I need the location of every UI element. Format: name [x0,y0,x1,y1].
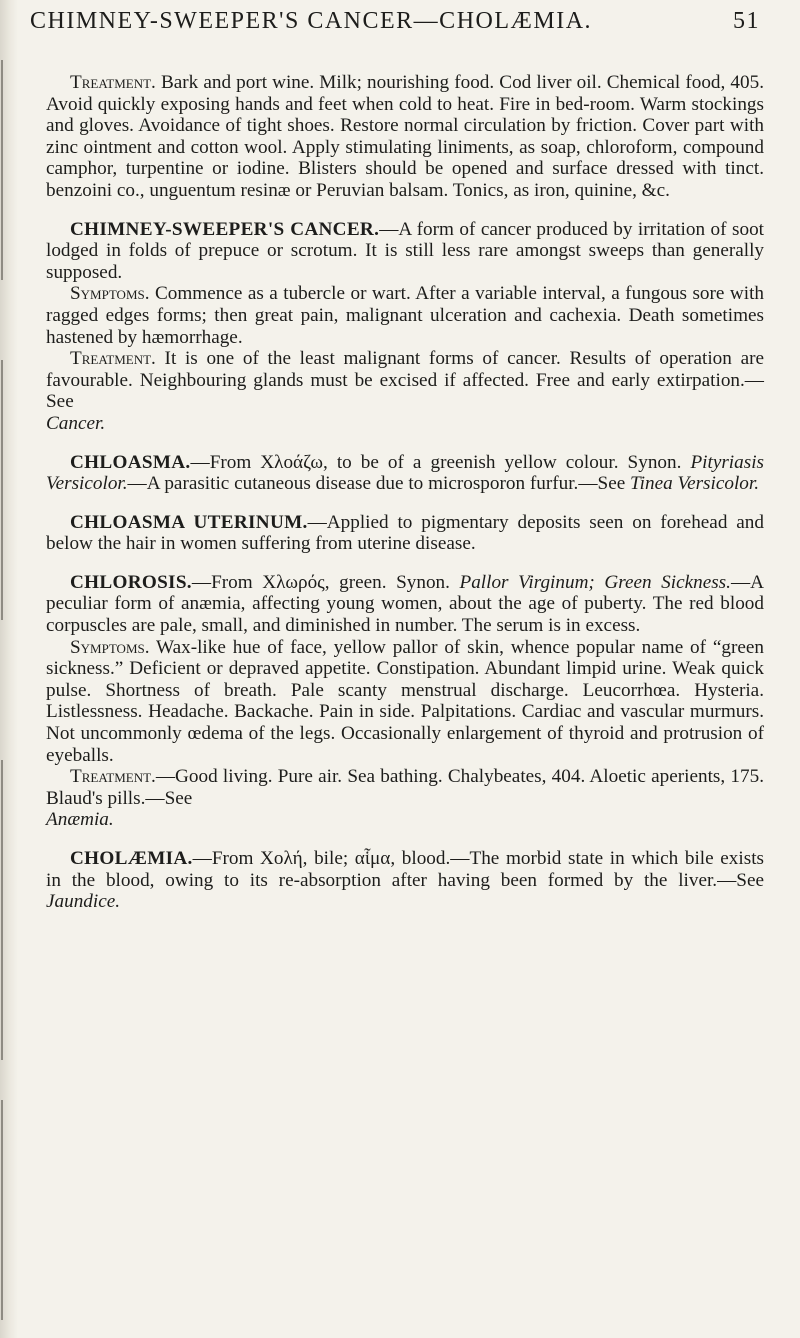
see-also-line [46,809,764,831]
see-also-line [46,413,764,435]
running-title: CHIMNEY-SWEEPER'S CANCER—CHOLÆMIA. [30,8,593,34]
see-also-reference: Jaundice. [46,891,121,913]
symptoms-text: Commence as a tubercle or wart. After a variable interval, a fungous sore with ragged edges forms; then great pain, malignant ulceration and cachexia. Death sometimes hastened by hæmorrhage. [46,283,764,348]
treatment-label: Treatment. [70,72,156,93]
treatment-label: Treatment. [70,766,156,788]
entry-headword: CHIMNEY-SWEEPER'S CANCER. [70,218,380,240]
entry-text: —Applied to pigmentary deposits seen on forehead and below the hair in women suffering from uterine disease. [46,511,764,555]
synonym-italic: Pityriasis Versicolor. [46,451,764,495]
treatment-text: It is one of the least malignant forms of cancer. Results of operation are favourable. Neighbouring glands must be excised if affected. Free and early extirpation.—See [46,348,764,413]
see-also-reference: Cancer. [46,412,106,434]
treatment-label: Treatment. [70,348,156,370]
entry-text: —From Χλοάζω, to be of a greenish yellow colour. Synon. [190,451,691,473]
entry-text: —A parasitic cutaneous disease due to microsporon furfur.—See [127,473,631,495]
see-also-reference: Tinea Versicolor. [630,473,760,495]
treatment-paragraph [46,72,764,202]
entry-chloasma-uterinum [46,512,764,555]
see-also-reference: Anæmia. [46,809,114,831]
entry-definition [46,572,764,637]
entry-headword: CHLOROSIS. [70,571,192,593]
entry-chimney-sweepers-cancer [46,219,764,435]
entry-headword: CHOLÆMIA. [70,848,193,869]
treatment-paragraph [46,348,764,413]
entry-cholaemia [46,848,764,913]
page-number: 51 [733,8,760,34]
gutter-mark [1,60,3,280]
gutter-mark [1,1100,3,1320]
gutter-mark [1,360,3,620]
entry-chlorosis [46,572,764,831]
entry-text: —From Χλωρός, green. Synon. [191,571,460,593]
treatment-text: Bark and port wine. Milk; nourishing food. Cod liver oil. Chemical food, 405. Avoid quickly exposing hands and feet when cold to heat. Fire in bed-room. Warm stockings and gloves. Avoidance of tight shoes. Restore normal circulation by friction. Cover part with zinc ointment and cotton wool. Apply stimulating liniments, as soap, chloroform, compound camphor, turpentine or iodine. Blisters should be opened and surface dressed with tinct. benzoini co., unguentum resinæ or Peruvian balsam. Tonics, as iron, quinine, &c. [46,72,764,201]
gutter-mark [1,760,3,1060]
symptoms-label: Symptoms. [70,283,150,305]
symptoms-paragraph [46,637,764,767]
treatment-text: —Good living. Pure air. Sea bathing. Chalybeates, 404. Aloetic aperients, 175. Blaud's pills.—See [46,766,764,809]
entry-text: —From Χολή, bile; αἷμα, blood.—The morbid state in which bile exists in the blood, owing to its re-absorption after having been formed by the liver.—See [46,848,764,891]
entry-text: —A peculiar form of anæmia, affecting young women, about the age of puberty. The red blood corpuscles are pale, small, and diminished in number. The serum is in excess. [46,571,764,637]
entry-headword: CHLOASMA UTERINUM. [70,511,308,533]
entry-chloasma [46,452,764,495]
treatment-paragraph [46,766,764,809]
entry-headword: CHLOASMA. [70,451,191,473]
entry-definition [46,219,764,284]
symptoms-paragraph [46,283,764,348]
symptoms-text: Wax-like hue of face, yellow pallor of skin, whence popular name of “green sickness.” Deficient or depraved appetite. Constipation. Abundant limpid urine. Weak quick pulse. Shortness of breath. Pale scanty menstrual discharge. Leucorrhœa. Hysteria. Listlessness. Headache. Backache. Pain in side. Palpitations. Cardiac and vascular murmurs. Not uncommonly œdema of the legs. Occasionally enlargement of thyroid and protrusion of eyeballs. [46,636,764,766]
symptoms-label: Symptoms. [70,636,150,658]
entry-text: —A form of cancer produced by irritation of soot lodged in folds of prepuce or scrotum. It is still less rare amongst sweeps than generally supposed. [46,218,764,283]
dictionary-text [46,72,764,930]
synonym-italic: Pallor Virginum; Green Sickness. [459,571,731,593]
